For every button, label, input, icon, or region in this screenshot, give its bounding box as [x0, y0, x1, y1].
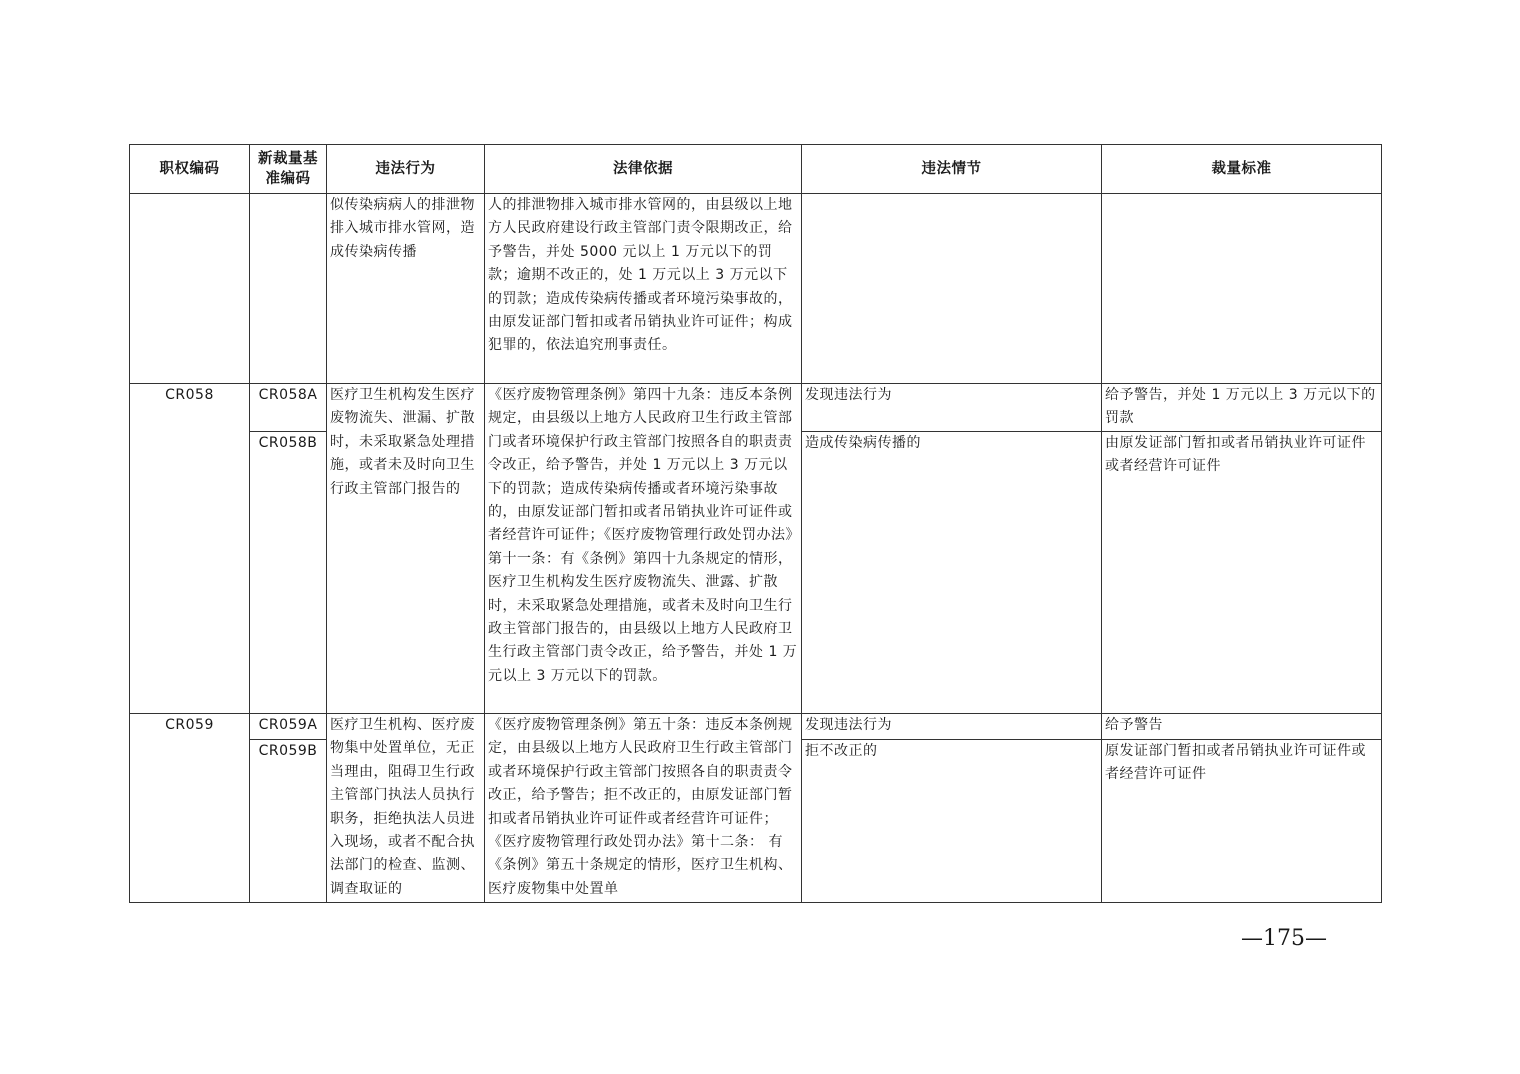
standard-cell: [1102, 194, 1382, 384]
circumstance-cell: 发现违法行为: [802, 714, 1102, 740]
standard-cell: 原发证部门暂扣或者吊销执业许可证件或者经营许可证件: [1102, 740, 1382, 903]
header-standard: 裁量标准: [1102, 145, 1382, 194]
circumstance-cell: 发现违法行为: [802, 384, 1102, 432]
legal-basis-cell: 人的排泄物排入城市排水管网的，由县级以上地方人民政府建设行政主管部门责令限期改正，给予警告，并处 5000 元以上 1 万元以下的罚款；逾期不改正的，处 1 万元以上 3 万元以下的罚款；造成传染病传播或者环境污染事故的，由原发证部门暂扣或者吊销执业许可证件；构成犯罪的，依法追究刑事责任。: [485, 194, 802, 384]
page-number: —175—: [1241, 926, 1327, 951]
violation-cell: 似传染病病人的排泄物排入城市排水管网，造成传染病传播: [327, 194, 485, 384]
table-row: [130, 194, 1382, 384]
authority-code-cell: [130, 194, 250, 384]
new-code-cell: CR058A: [250, 384, 327, 432]
circumstance-cell: 造成传染病传播的: [802, 432, 1102, 714]
circumstance-cell: 拒不改正的: [802, 740, 1102, 903]
table-row: [130, 714, 1382, 740]
legal-basis-cell: 《医疗废物管理条例》第四十九条：违反本条例规定，由县级以上地方人民政府卫生行政主管部门或者环境保护行政主管部门按照各自的职责责令改正，给予警告，并处 1 万元以上 3 万元以下的罚款；造成传染病传播或者环境污染事故的，由原发证部门暂扣或者吊销执业许可证件或者经营许可证件；《医疗废物管理行政处罚办法》第十一条：有《条例》第四十九条规定的情形，医疗卫生机构发生医疗废物流失、泄露、扩散时，未采取紧急处理措施，或者未及时向卫生行政主管部门报告的，由县级以上地方人民政府卫生行政主管部门责令改正，给予警告，并处 1 万元以上 3 万元以下的罚款。: [485, 384, 802, 714]
standard-cell: 给予警告: [1102, 714, 1382, 740]
penalty-standards-table: [129, 144, 1382, 903]
standard-cell: 给予警告，并处 1 万元以上 3 万元以下的罚款: [1102, 384, 1382, 432]
table-row: [130, 384, 1382, 432]
authority-code-cell: CR058: [130, 384, 250, 714]
new-code-cell: CR059A: [250, 714, 327, 740]
header-violation: 违法行为: [327, 145, 485, 194]
legal-basis-cell: 《医疗废物管理条例》第五十条：违反本条例规定，由县级以上地方人民政府卫生行政主管部门或者环境保护行政主管部门按照各自的职责责令改正，给予警告；拒不改正的，由原发证部门暂扣或者吊销执业许可证件或者经营许可证件；《医疗废物管理行政处罚办法》第十二条： 有《条例》第五十条规定的情形，医疗卫生机构、医疗废物集中处置单: [485, 714, 802, 903]
violation-cell: 医疗卫生机构发生医疗废物流失、泄漏、扩散时，未采取紧急处理措施，或者未及时向卫生行政主管部门报告的: [327, 384, 485, 714]
header-legal-basis: 法律依据: [485, 145, 802, 194]
authority-code-cell: CR059: [130, 714, 250, 903]
new-code-cell: [250, 194, 327, 384]
violation-cell: 医疗卫生机构、医疗废物集中处置单位，无正当理由，阻碍卫生行政主管部门执法人员执行职务，拒绝执法人员进入现场，或者不配合执法部门的检查、监测、调查取证的: [327, 714, 485, 903]
header-new-code: 新裁量基准编码: [250, 145, 327, 194]
header-row: [130, 145, 1382, 194]
new-code-cell: CR058B: [250, 432, 327, 714]
new-code-cell: CR059B: [250, 740, 327, 903]
standard-cell: 由原发证部门暂扣或者吊销执业许可证件或者经营许可证件: [1102, 432, 1382, 714]
circumstance-cell: [802, 194, 1102, 384]
header-authority-code: 职权编码: [130, 145, 250, 194]
header-circumstance: 违法情节: [802, 145, 1102, 194]
